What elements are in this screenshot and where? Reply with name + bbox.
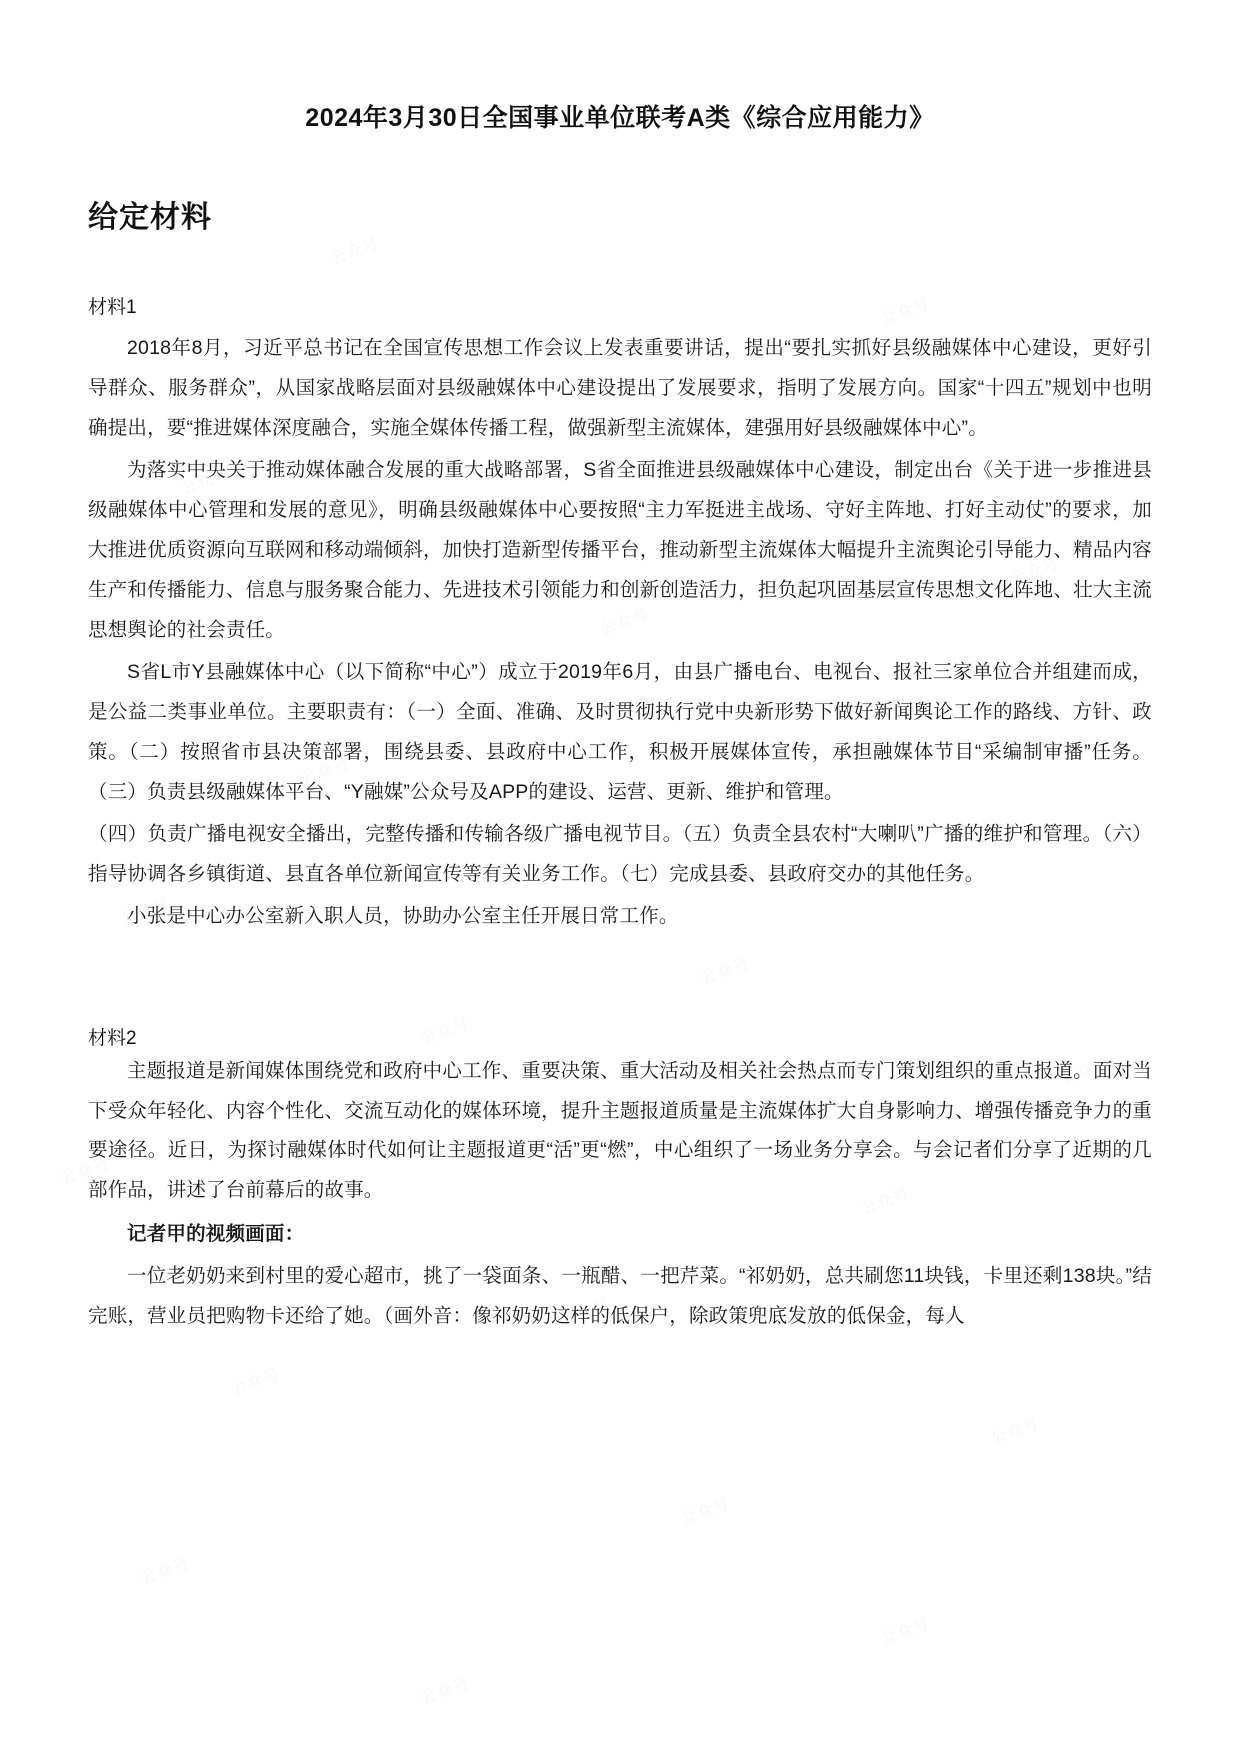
- watermark-text: [228, 1362, 283, 1399]
- watermark-text: [878, 1612, 933, 1649]
- material-2-reporter-a-heading: 记者甲的视频画面：: [127, 1223, 305, 1246]
- material-1-paragraph-2: 为落实中央关于推动媒体融合发展的重大战略部署，S省全面推进县级融媒体中心建设，制定出台《关于进一步推进县级融媒体中心管理和发展的意见》，明确县级融媒体中心要按照“主力军挺进主战场、守好主阵地、打好主动仗”的要求，加大推进优质资源向互联网和移动端倾斜，加快打造新型传播平台，推动新型主流媒体大幅提升主流舆论引导能力、精品内容生产和传播能力、信息与服务聚合能力、先进技术引领能力和创新创造活力，担负起巩固基层宣传思想文化阵地、壮大主流思想舆论的社会责任。: [88, 458, 1152, 641]
- document-content: [88, 98, 1152, 1337]
- material-2-paragraph-2: 一位老奶奶来到村里的爱心超市，挑了一袋面条、一瓶醋、一把芹菜。“祁奶奶，总共刷您11块钱，卡里还剩138块。”结完账，营业员把购物卡还给了她。（画外音：像祁奶奶这样的低保户，除政策兜底发放的低保金，每人: [88, 1265, 1152, 1328]
- watermark-text: [138, 1552, 193, 1589]
- material-1-paragraph-3: S省L市Y县融媒体中心（以下简称“中心”）成立于2019年6月，由县广播电台、电视台、报社三家单位合并组建而成，是公益二类事业单位。主要职责有：（一）全面、准确、及时贯彻执行党中央新形势下做好新闻舆论工作的路线、方针、政策。（二）按照省市县决策部署，围绕县委、县政府中心工作，积极开展媒体宣传，承担融媒体节目“采编制审播”任务。（三）负责县级融媒体平台、“Y融媒”公众号及APP的建设、运营、更新、维护和管理。: [88, 660, 1152, 803]
- page-title: 2024年3月30日全国事业单位联考A类《综合应用能力》: [305, 104, 935, 132]
- material-1-paragraph-5: 小张是中心办公室新入职人员，协助办公室主任开展日常工作。: [127, 904, 679, 927]
- section-heading: 给定材料: [88, 201, 212, 234]
- material-1-paragraph-1: 2018年8月，习近平总书记在全国宣传思想工作会议上发表重要讲话，提出“要扎实抓好县级融媒体中心建设，更好引导群众、服务群众”，从国家战略层面对县级融媒体中心建设提出了发展要求，指明了发展方向。国家“十四五”规划中也明确提出，要“推进媒体深度融合，实施全媒体传播工程，做强新型主流媒体，建强用好县级融媒体中心”。: [88, 337, 1152, 439]
- material-1-paragraph-4: （四）负责广播电视安全播出，完整传播和传输各级广播电视节目。（五）负责全县农村“大喇叭”广播的维护和管理。（六）指导协调各乡镇街道、县直各单位新闻宣传等有关业务工作。（七）完成县委、县政府交办的其他任务。: [88, 822, 1152, 885]
- material-2-paragraph-1: 主题报道是新闻媒体围绕党和政府中心工作、重要决策、重大活动及相关社会热点而专门策划组织的重点报道。面对当下受众年轻化、内容个性化、交流互动化的媒体环境，提升主题报道质量是主流媒体扩大自身影响力、增强传播竞争力的重要途径。近日，为探讨融媒体时代如何让主题报道更“活”更“燃”，中心组织了一场业务分享会。与会记者们分享了近期的几部作品，讲述了台前幕后的故事。: [88, 1059, 1152, 1202]
- material-1-label: 材料1: [88, 297, 137, 318]
- material-2-label: 材料2: [88, 1027, 137, 1049]
- watermark-text: [418, 1672, 473, 1709]
- watermark-text: [678, 1492, 733, 1529]
- watermark-text: [988, 1412, 1043, 1449]
